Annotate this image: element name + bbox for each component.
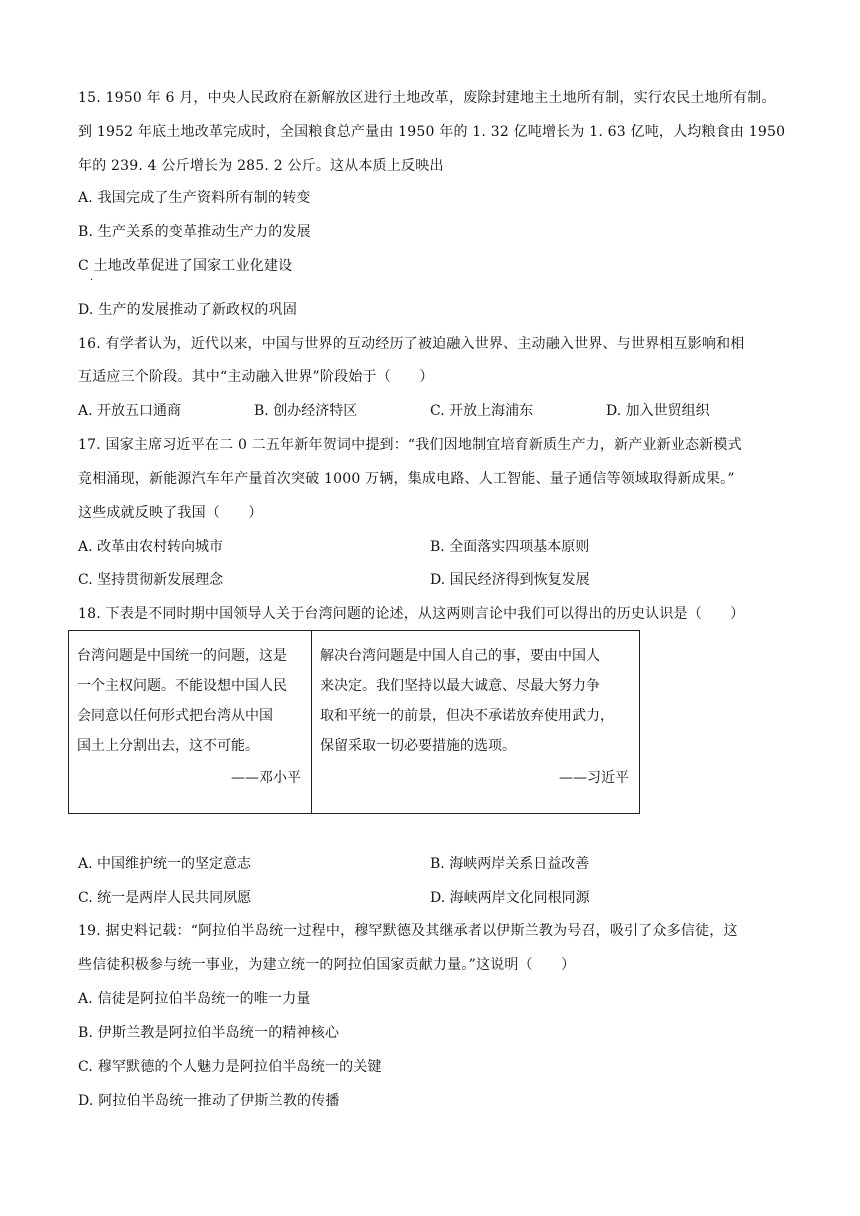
q19-option-b: B. 伊斯兰教是阿拉伯半岛统一的精神核心 xyxy=(78,1025,340,1041)
q15-stem-line-3: 年的 239. 4 公斤增长为 285. 2 公斤。这从本质上反映出 xyxy=(78,158,444,174)
xi-quote-source: ——习近平 xyxy=(559,770,629,786)
stray-dot-mark: · xyxy=(90,275,94,286)
q17-option-c: C. 坚持贯彻新发展理念 xyxy=(78,572,224,588)
xi-quote-cell xyxy=(312,631,640,814)
q19-option-a: A. 信徒是阿拉伯半岛统一的唯一力量 xyxy=(78,991,311,1007)
deng-quote-line: 会同意以任何形式把台湾从中国 xyxy=(77,708,273,724)
q15-option-d: D. 生产的发展推动了新政权的巩固 xyxy=(78,302,298,318)
q17-option-d: D. 国民经济得到恢复发展 xyxy=(430,572,590,588)
q17-option-b: B. 全面落实四项基本原则 xyxy=(430,539,590,555)
q19-option-c: C. 穆罕默德的个人魅力是阿拉伯半岛统一的关键 xyxy=(78,1059,382,1075)
q15-stem-line-2: 到 1952 年底土地改革完成时，全国粮食总产量由 1950 年的 1. 32 亿吨增长为 1. 63 亿吨，人均粮食由 1950 xyxy=(78,124,786,140)
q15-option-a: A. 我国完成了生产资料所有制的转变 xyxy=(78,190,311,206)
q16-stem-line-1: 16. 有学者认为，近代以来，中国与世界的互动经历了被迫融入世界、主动融入世界、与世界相互影响和相 xyxy=(78,336,745,352)
xi-quote-line: 取和平统一的前景，但决不承诺放弃使用武力， xyxy=(320,708,614,724)
deng-quote-source: ——邓小平 xyxy=(231,770,301,786)
table-row xyxy=(69,631,640,814)
q17-option-a: A. 改革由农村转向城市 xyxy=(78,539,224,555)
q16-option-b: B. 创办经济特区 xyxy=(254,403,358,419)
q19-option-d: D. 阿拉伯半岛统一推动了伊斯兰教的传播 xyxy=(78,1093,340,1109)
q19-stem-line-2: 些信徒积极参与统一事业，为建立统一的阿拉伯国家贡献力量。”这说明（ ） xyxy=(78,957,576,973)
q16-option-d: D. 加入世贸组织 xyxy=(606,403,710,419)
quotes-table xyxy=(68,630,640,814)
xi-quote-line: 保留采取一切必要措施的选项。 xyxy=(320,738,516,754)
xi-quote-line: 来决定。我们坚持以最大诚意、尽最大努力争 xyxy=(320,678,600,694)
q19-stem-line-1: 19. 据史料记载：“阿拉伯半岛统一过程中，穆罕默德及其继承者以伊斯兰教为号召，吸引了众多信徒，这 xyxy=(78,923,738,939)
q18-option-b: B. 海峡两岸关系日益改善 xyxy=(430,856,590,872)
xi-quote-line: 解决台湾问题是中国人自己的事，要由中国人 xyxy=(320,648,600,664)
q18-option-d: D. 海峡两岸文化同根同源 xyxy=(430,890,590,906)
q15-option-c: C 土地改革促进了国家工业化建设 xyxy=(78,258,293,274)
q17-stem-line-1: 17. 国家主席习近平在二 0 二五年新年贺词中提到：“我们因地制宜培育新质生产力，新产业新业态新模式 xyxy=(78,437,742,453)
deng-quote-line: 一个主权问题。不能设想中国人民 xyxy=(77,678,287,694)
q15-option-b: B. 生产关系的变革推动生产力的发展 xyxy=(78,224,311,240)
q17-stem-line-2: 竞相涌现，新能源汽车年产量首次突破 1000 万辆，集成电路、人工智能、量子通信等领域取得新成果。” xyxy=(78,471,735,487)
q18-option-a: A. 中国维护统一的坚定意志 xyxy=(78,856,252,872)
deng-quote-cell xyxy=(69,631,312,814)
deng-quote-line: 台湾问题是中国统一的问题，这是 xyxy=(77,648,287,664)
q16-option-c: C. 开放上海浦东 xyxy=(430,403,534,419)
q16-stem-line-2: 互适应三个阶段。其中“主动融入世界”阶段始于（ ） xyxy=(78,369,434,385)
q17-stem-line-3: 这些成就反映了我国（ ） xyxy=(78,505,263,521)
q15-stem-line-1: 15. 1950 年 6 月，中央人民政府在新解放区进行土地改革，废除封建地主土地所有制，实行农民土地所有制。 xyxy=(78,90,776,106)
q18-option-c: C. 统一是两岸人民共同夙愿 xyxy=(78,890,252,906)
deng-quote-line: 国土上分割出去，这不可能。 xyxy=(77,738,259,754)
q16-option-a: A. 开放五口通商 xyxy=(78,403,182,419)
q18-stem-line-1: 18. 下表是不同时期中国领导人关于台湾问题的论述，从这两则言论中我们可以得出的历史认识是（ ） xyxy=(78,606,745,622)
